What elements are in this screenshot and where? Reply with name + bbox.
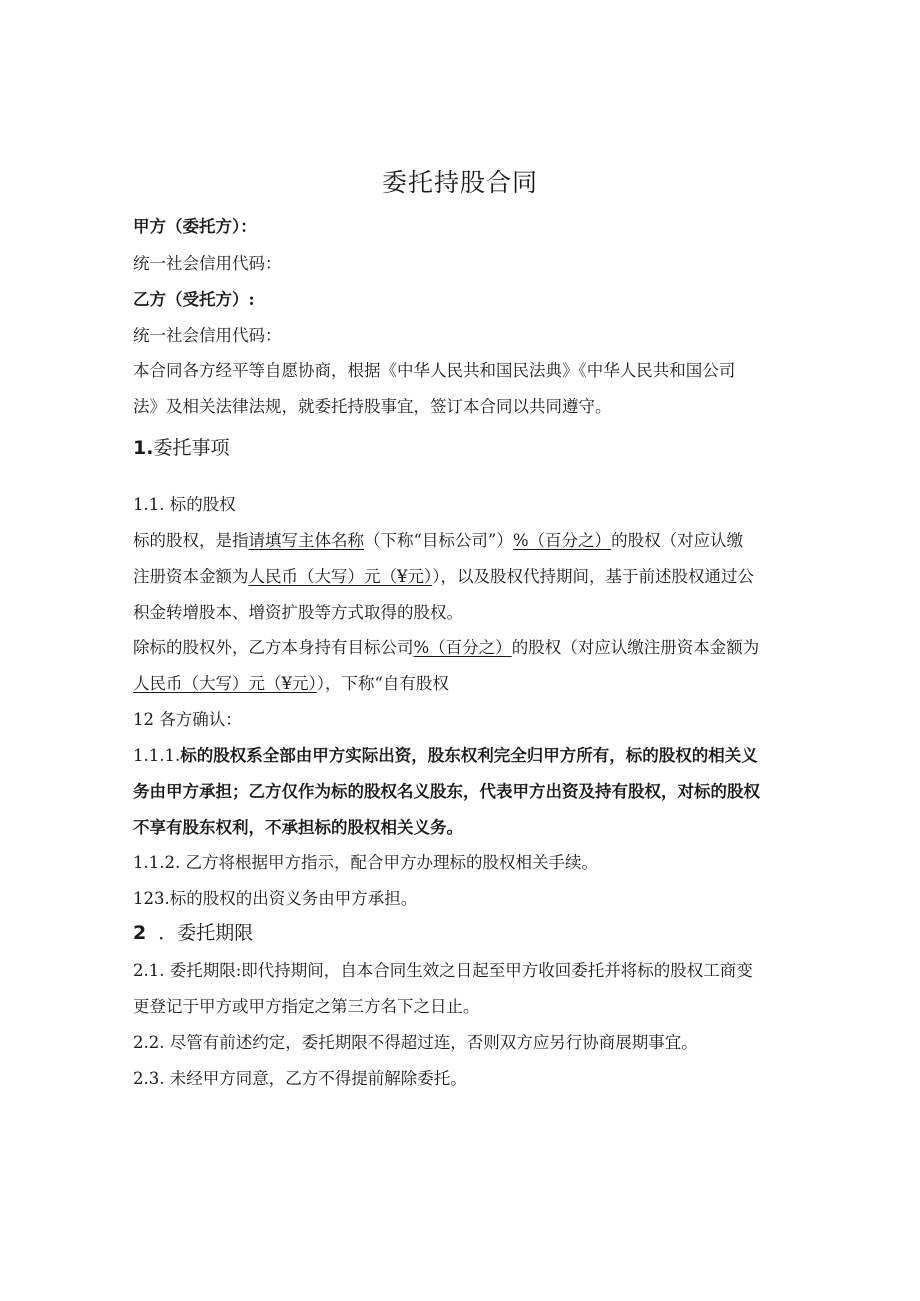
text-segment: 的股权（对应认缴注册资本金额为 bbox=[511, 638, 760, 657]
clause-1-1-title: 1.1. 标的股权 bbox=[133, 495, 236, 514]
section-1-heading: 1.委托事项 bbox=[133, 437, 230, 459]
party-a-label: 甲方（委托方）： bbox=[133, 217, 257, 236]
text-segment: 注册资本金额为 bbox=[133, 567, 249, 586]
text-segment: 的股权（对应认缴 bbox=[611, 531, 744, 550]
equity-para-line-3: 积金转增股本、增资扩股等方式取得的股权。 bbox=[133, 603, 463, 622]
capital-amount-blank: 人民币（大写）元（¥元） bbox=[248, 567, 433, 586]
party-b-label: 乙方（受托方）: bbox=[133, 290, 255, 309]
text-segment: （下称“目标公司”） bbox=[364, 531, 513, 550]
confirm-label: 12 各方确认： bbox=[133, 710, 242, 729]
clause-1-1-1-line-1 bbox=[133, 745, 758, 767]
clause-2-2: 2.2. 尽管有前述约定，委托期限不得超过连，否则双方应另行协商展期事宜。 bbox=[133, 1033, 698, 1052]
preamble-line-2: 法》及相关法律法规，就委托持股事宜，签订本合同以共同遵守。 bbox=[133, 397, 612, 416]
clause-1-1-1-line-2: 务由甲方承担；乙方仅作为标的股权名义股东，代表甲方出资及持有股权，对标的股权 bbox=[133, 782, 760, 801]
preamble-line-1: 本合同各方经平等自愿协商，根据《中华人民共和国民法典》《中华人民共和国公司 bbox=[133, 361, 736, 380]
text-segment: ），以及股权代持期间，基于前述股权通过公 bbox=[432, 567, 754, 586]
clause-1-2-3: 123.标的股权的出资义务由甲方承担。 bbox=[133, 889, 418, 908]
section-1-heading-visible: 委托事项 bbox=[153, 437, 230, 459]
clause-2-3: 2.3. 未经甲方同意，乙方不得提前解除委托。 bbox=[133, 1069, 467, 1088]
own-capital-blank: 人民币（大写）元（¥元） bbox=[133, 674, 317, 693]
clause-2-1-line-2: 更登记于甲方或甲方指定之第三方名下之日止。 bbox=[133, 997, 480, 1016]
text-segment: 标的股权系全部由甲方实际出资，股东权利完全归甲方所有，标的股权的相关义 bbox=[180, 746, 758, 765]
clause-1-1-1-line-3: 不享有股东权利，不承担标的股权相关义务。 bbox=[133, 818, 463, 837]
text-segment: 除标的股权外，乙方本身持有目标公司 bbox=[133, 638, 414, 657]
company-name-blank: 请填写主体名称 bbox=[248, 531, 364, 550]
document-title: 委托持股合同 bbox=[381, 168, 538, 197]
percentage-blank: %（百分之） bbox=[512, 531, 612, 550]
clause-2-1-line-1: 2.1. 委托期限:即代持期间，自本合同生效之日起至甲方收回委托并将标的股权工商变 bbox=[133, 961, 753, 980]
clause-1-1-2: 1.1.2. 乙方将根据甲方指示，配合甲方办理标的股权相关手续。 bbox=[133, 853, 598, 872]
party-a-code-label: 统一社会信用代码： bbox=[133, 254, 282, 273]
clause-number: 1.1.1. bbox=[133, 746, 181, 765]
section-2-heading-text: ．委托期限 bbox=[158, 922, 254, 944]
text-segment: 标的股权，是指 bbox=[133, 531, 249, 550]
text-segment: ），下称“自有股权 bbox=[316, 674, 449, 693]
equity-para-line-2 bbox=[133, 566, 754, 588]
party-b-code-label: 统一社会信用代码： bbox=[133, 326, 282, 345]
own-percentage-blank: %（百分之） bbox=[413, 638, 512, 657]
section-2-heading bbox=[133, 920, 253, 946]
equity-para-line-1 bbox=[133, 530, 743, 552]
section-2-number: 2 bbox=[133, 922, 147, 944]
own-equity-line-2 bbox=[133, 673, 449, 695]
own-equity-line-1 bbox=[133, 637, 759, 659]
